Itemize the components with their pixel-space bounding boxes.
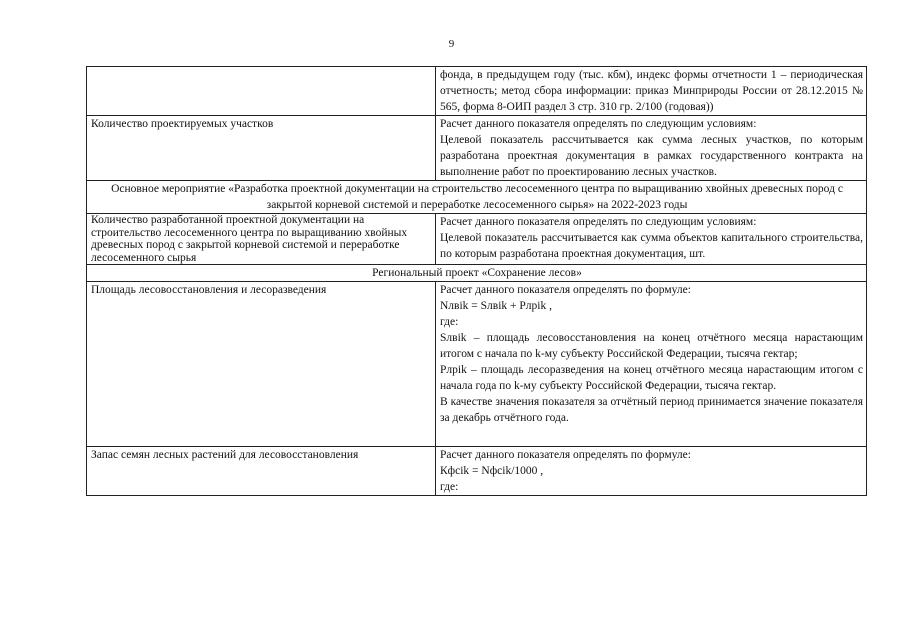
indicator-name: Количество разработанной проектной документации на строительство лесосеменного центра по выращиванию хвойных древесных пород с закрытой корневой системой и переработке лесосеменного сырья	[91, 214, 408, 264]
cell-text: фонда, в предыдущем году (тыс. кбм), индекс формы отчетности 1 – периодическая отчетность; метод сбора информации: приказ Минприроды России от 28.12.2015 № 565, форма 8-ОИП раздел 3 стр. 310 гр. 2/100 (годовая))	[440, 69, 863, 113]
definition: Рлрik – площадь лесоразведения на конец отчётного месяца нарастающим итогом с начала года по k-му субъекту Российской Федерации, тысяча гектар.	[440, 364, 863, 392]
table-cell-left	[87, 67, 436, 116]
calc-intro: Расчет данного показателя определять по формуле:	[440, 284, 691, 296]
section-header-cell	[87, 181, 867, 214]
table-row	[87, 214, 867, 265]
calc-intro: Расчет данного показателя определять по следующим условиям:	[440, 216, 757, 228]
table-row	[87, 181, 867, 214]
table-cell-left	[87, 282, 436, 447]
section-header-cell	[87, 265, 867, 282]
section-title: Региональный проект «Сохранение лесов»	[372, 267, 582, 279]
calc-intro: Расчет данного показателя определять по следующим условиям:	[440, 118, 757, 130]
calc-description: Целевой показатель рассчитывается как сумма объектов капитального строительства, по которым разработана проектная документация, шт.	[440, 232, 863, 260]
table-row	[87, 282, 867, 447]
table-cell-right	[436, 282, 867, 447]
where-label: где:	[440, 316, 459, 328]
indicator-name: Количество проектируемых участков	[91, 118, 274, 130]
table-cell-right	[436, 214, 867, 265]
table-cell-right	[436, 447, 867, 496]
calc-intro: Расчет данного показателя определять по формуле:	[440, 449, 691, 461]
page-number: 9	[448, 38, 455, 50]
calc-description: Целевой показатель рассчитывается как сумма лесных участков, по которым разработана проектная документация в рамках государственного контракта на выполнение работ по проектированию лесных участков.	[440, 134, 863, 178]
where-label: где:	[440, 481, 459, 493]
table-row	[87, 116, 867, 181]
indicator-table	[86, 66, 867, 496]
definition: Sлвik – площадь лесовосстановления на конец отчётного месяца нарастающим итогом с начала по k-му субъекту Российской Федерации, тысяча гектар;	[440, 332, 863, 360]
formula: Nлвik = Sлвik + Рлрik ,	[440, 300, 552, 312]
indicator-name: Площадь лесовосстановления и лесоразведения	[91, 284, 327, 296]
table-cell-left	[87, 214, 436, 265]
table-cell-right	[436, 116, 867, 181]
table-row	[87, 447, 867, 496]
table-cell-left	[87, 116, 436, 181]
section-title: Основное мероприятие «Разработка проектной документации на строительство лесосеменного центра по выращиванию хвойных древесных пород с закрытой корневой системой и переработке лесосеменного сырья» на 2022-2023 годы	[111, 183, 843, 211]
table-cell-left	[87, 447, 436, 496]
note: В качестве значения показателя за отчётный период принимается значение показателя за декабрь отчётного года.	[440, 396, 863, 424]
indicator-name: Запас семян лесных растений для лесовосстановления	[91, 449, 359, 461]
formula: Кфсik = Nфсik/1000 ,	[440, 465, 544, 477]
table-cell-right	[436, 67, 867, 116]
table-row	[87, 67, 867, 116]
table-row	[87, 265, 867, 282]
